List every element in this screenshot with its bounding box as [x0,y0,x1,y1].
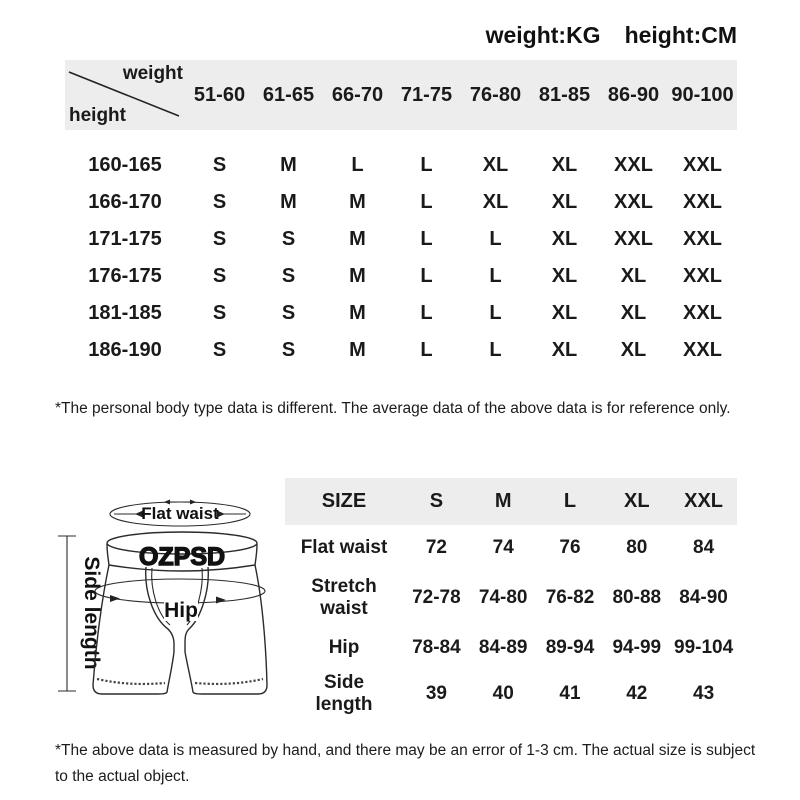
size-col-header: XL [624,490,650,512]
measure-label: Stretch waist [311,576,377,619]
size-cell: XL [620,339,647,361]
weight-unit-label: weight:KG [485,22,601,48]
size-cell: L [351,154,364,176]
table-row [65,147,737,184]
size-cell: XL [551,154,578,176]
size-cell: L [489,265,502,287]
left-hem-stitching [97,679,165,684]
size-cell: M [349,265,366,287]
size-cell: XL [551,302,578,324]
table-row [285,525,737,571]
height-range-label: 181-185 [88,302,162,324]
flat-waist-label: Flat waist [141,504,219,523]
measure-value: 74 [492,537,514,558]
height-range-label: 176-175 [88,265,162,287]
size-cell: S [212,154,227,176]
measure-label: Flat waist [300,537,388,559]
measurements-table [285,478,737,717]
height-range-label: 171-175 [88,228,162,250]
table-row [65,332,737,369]
measure-value: 43 [693,683,715,704]
measure-value: 76-82 [545,587,595,608]
height-range-label: 166-170 [88,191,162,213]
size-cell: XL [620,302,647,324]
size-cell: XXL [683,302,722,324]
table-row [65,295,737,332]
measure-value: 89-94 [545,637,595,658]
size-cell: S [281,302,296,324]
table-row [65,221,737,258]
size-cell: XXL [683,228,722,250]
size-cell: L [489,302,502,324]
hip-label: Hip [164,599,198,622]
size-cell: XL [551,191,578,213]
table-row [285,625,737,671]
size-cell: XL [482,191,509,213]
size-cell: L [420,265,433,287]
flat-waist-measure [110,500,250,527]
size-cell: L [489,339,502,361]
size-cell: L [420,302,433,324]
size-col-header: XXL [684,490,724,512]
measure-label: Hip [328,637,360,659]
size-cell: M [280,191,297,213]
weight-col-header: 71-75 [400,83,453,106]
measure-value: 40 [492,683,514,704]
units-header [486,22,737,49]
side-length-label: Side length [80,556,103,670]
corner-weight-label: weight [122,63,183,84]
table-row [65,184,737,221]
weight-col-header: 76-80 [469,83,522,106]
height-range-label: 186-190 [88,339,162,361]
side-length-dimension [58,536,103,691]
measure-value: 94-99 [612,637,662,658]
measure-value: 74-80 [478,587,528,608]
size-cell: M [349,302,366,324]
size-cell: S [212,339,227,361]
weight-col-header: 66-70 [331,83,384,106]
weight-height-corner-cell [65,60,185,130]
measure-value: 72 [425,537,447,558]
measurements-header [285,478,737,525]
size-cell: S [212,265,227,287]
measure-value: 78-84 [412,637,461,658]
table-row [285,671,737,717]
size-chart-table [65,60,737,369]
size-cell: XXL [614,228,653,250]
measure-value: 84-90 [679,587,728,608]
boxer-briefs-diagram [40,488,300,718]
table-row [285,571,737,625]
measure-value: 41 [559,683,581,704]
size-cell: XXL [683,339,722,361]
measure-value: 39 [425,683,447,704]
measure-value: 42 [626,683,648,704]
size-cell: M [349,191,366,213]
size-cell: XL [551,265,578,287]
height-unit-label: height:CM [624,22,737,48]
size-cell: L [420,191,433,213]
weight-col-header: 61-65 [262,83,315,106]
size-cell: S [212,228,227,250]
measure-value: 84-89 [478,637,528,658]
size-cell: M [349,228,366,250]
weight-col-header: 51-60 [193,83,246,106]
size-col-header: L [563,490,577,512]
reference-note: *The personal body type data is different. The average data of the above data is for reference only. [55,400,731,417]
hip-measure [95,579,265,622]
size-cell: S [281,265,296,287]
corner-height-label: height [69,105,126,126]
size-cell: L [420,154,433,176]
shorts-body [93,565,267,694]
size-cell: M [280,154,297,176]
waistband [107,532,257,571]
measure-label: Side length [315,672,373,715]
size-cell: XL [482,154,509,176]
size-col-header: M [494,490,512,512]
size-cell: XXL [614,191,653,213]
size-cell: XL [551,339,578,361]
weight-col-header: 86-90 [607,83,660,106]
weight-col-header: 81-85 [538,83,591,106]
measure-value: 72-78 [412,587,461,608]
size-cell: XXL [614,154,653,176]
size-chart-header [65,60,737,130]
brand-logo: OZPSD [138,543,226,571]
size-cell: S [281,339,296,361]
table-row [65,258,737,295]
size-cell: XXL [683,265,722,287]
size-cell: XL [620,265,647,287]
measurement-error-note: *The above data is measured by hand, and there may be an error of 1-3 cm. The actual size is subject to the actual object. [55,742,756,785]
weight-col-header: 90-100 [671,83,734,106]
measure-value: 80 [626,537,648,558]
height-range-label: 160-165 [88,154,162,176]
measure-value: 84 [693,537,715,558]
size-cell: L [420,339,433,361]
size-chart-body [65,130,737,369]
size-cell: S [281,228,296,250]
size-cell: XXL [683,154,722,176]
right-hem-stitching [195,679,263,684]
size-cell: L [420,228,433,250]
measure-value: 80-88 [612,587,662,608]
size-col-header: S [429,490,444,512]
size-cell: M [349,339,366,361]
size-col-header: SIZE [321,490,367,512]
measure-value: 99-104 [674,637,734,658]
size-cell: L [489,228,502,250]
size-cell: XXL [683,191,722,213]
size-cell: S [212,191,227,213]
size-cell: XL [551,228,578,250]
size-cell: S [212,302,227,324]
measure-value: 76 [559,537,581,558]
